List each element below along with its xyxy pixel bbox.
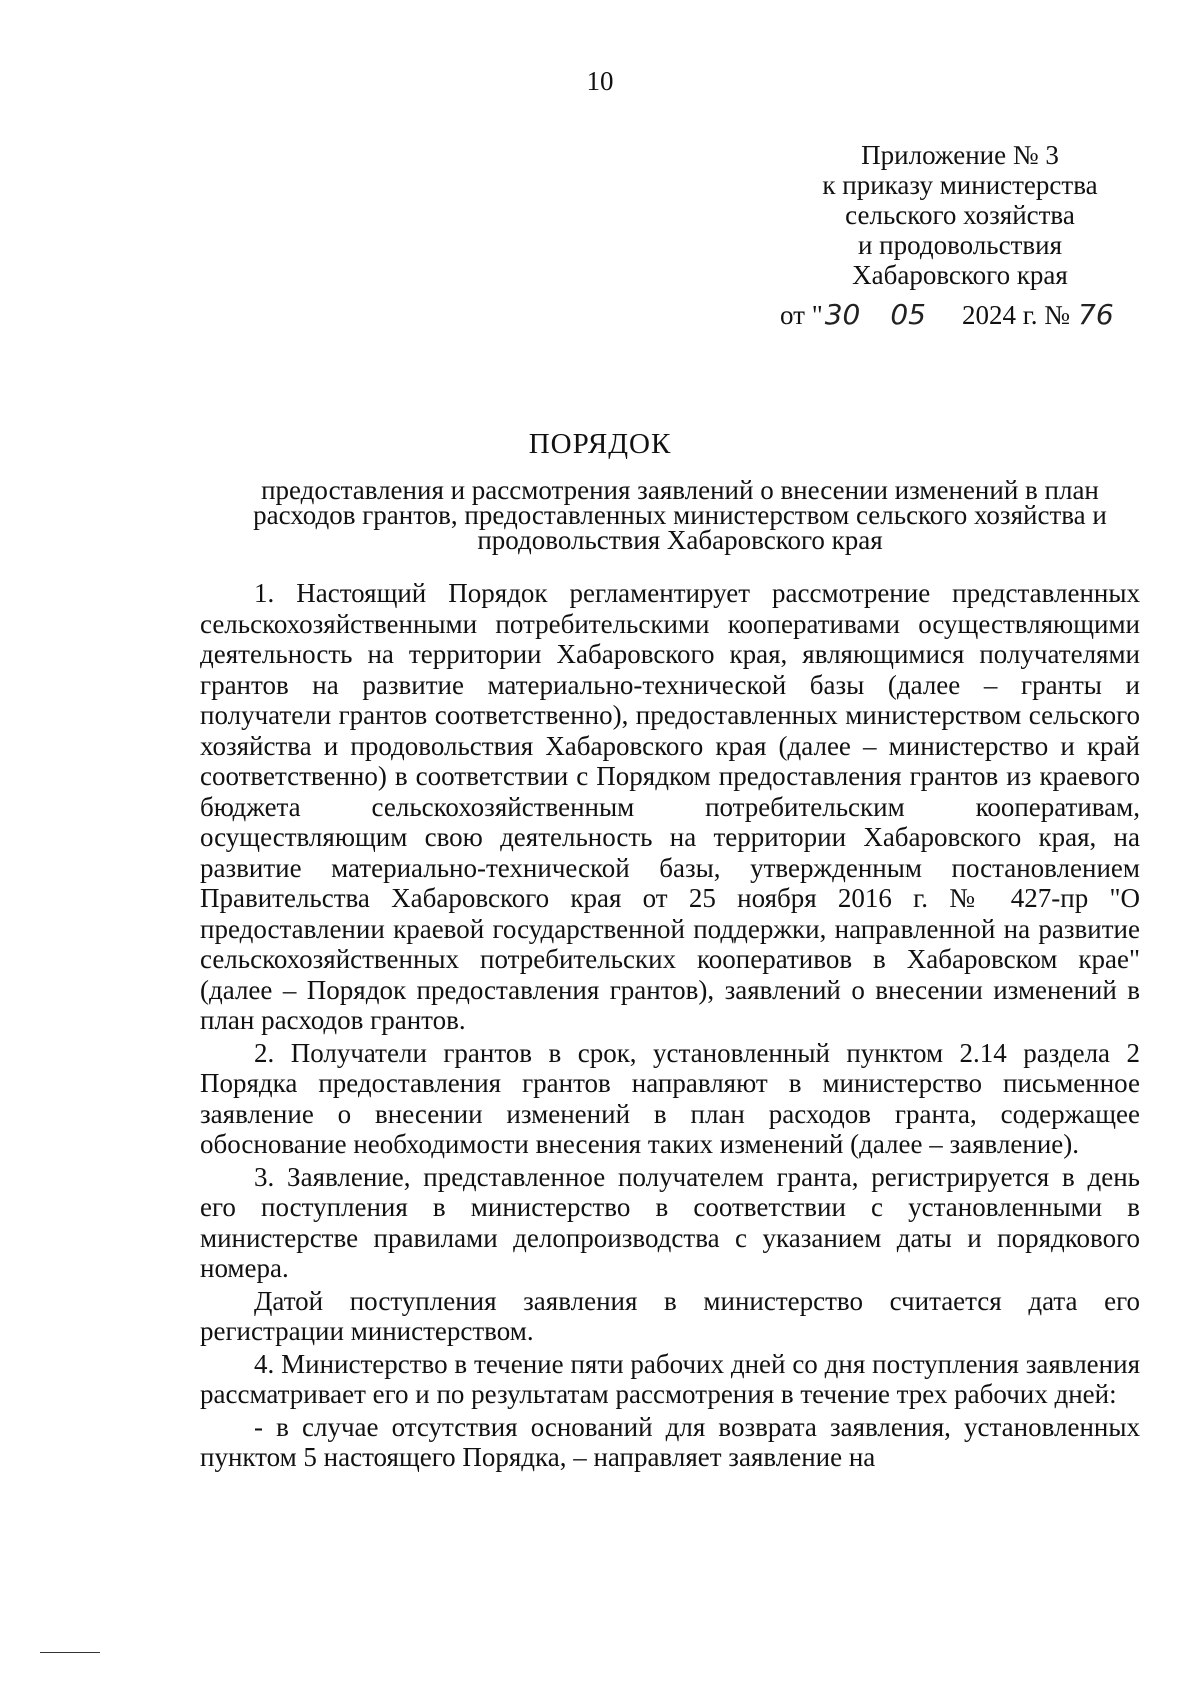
page-number: 10 (586, 66, 614, 96)
document-body (200, 578, 1140, 1473)
paragraph-4: 4. Министерство в течение пяти рабочих дней со дня поступления заявления рассматривает его и по результатам рассмотрения в течение трех рабочих дней: (200, 1348, 1140, 1409)
paragraph-3-date: Датой поступления заявления в министерство считается дата его регистрации министерством. (200, 1285, 1140, 1346)
appendix-block (780, 140, 1140, 290)
appendix-line: к приказу министерства (822, 170, 1098, 200)
handwritten-month: 05 (890, 298, 926, 331)
handwritten-day: 30 (824, 298, 861, 331)
order-date-line (780, 300, 1114, 330)
paragraph-1: 1. Настоящий Порядок регламентирует рассмотрение представленных сельскохозяйственными потребительскими кооперативами осуществляющими деятельность на территории Хабаровского края, являющимися получателями грантов на развитие материально-технической базы (далее – гранты и получатели грантов соответственно), предоставленных министерством сельского хозяйства и продовольствия Хабаровского края (далее – министерство и край соответственно) в соответствии с Порядком предоставления грантов из краевого бюджета сельскохозяйственным потребительским кооперативам, осуществляющим свою деятельность на территории Хабаровского края, на развитие материально-технической базы, утвержденным постановлением Правительства Хабаровского края от 25 ноября 2016 г. № 427-пр "О предоставлении краевой государственной поддержки, направленной на развитие сельскохозяйственных потребительских кооперативов в Хабаровском крае" (далее – Порядок предоставления грантов), заявлений о внесении изменений в план расходов грантов. (200, 578, 1140, 1035)
appendix-line: сельского хозяйства (845, 200, 1075, 230)
order-year: 2024 г. № (962, 300, 1071, 330)
paragraph-2: 2. Получатели грантов в срок, установленный пунктом 2.14 раздела 2 Порядка предоставления грантов направляют в министерство письменное заявление о внесении изменений в план расходов гранта, содержащее обоснование необходимости внесения таких изменений (далее – заявление). (200, 1037, 1140, 1159)
appendix-line: Хабаровского края (852, 260, 1068, 290)
appendix-line: и продовольствия (857, 230, 1062, 260)
paragraph-4-item: - в случае отсутствия оснований для возврата заявления, установленных пунктом 5 настоящего Порядка, – направляет заявление на (200, 1411, 1140, 1472)
document-subtitle: предоставления и рассмотрения заявлений о внесении изменений в план расходов грантов, предоставленных министерством сельского хозяйства и продовольствия Хабаровского края (253, 475, 1107, 555)
footnote-divider (40, 1652, 100, 1653)
paragraph-3: 3. Заявление, представленное получателем гранта, регистрируется в день его поступления в министерство в соответствии с установленными в министерстве правилами делопроизводства с указанием даты и порядкового номера. (200, 1161, 1140, 1283)
handwritten-order-number: 76 (1078, 298, 1114, 331)
appendix-line: Приложение № 3 (861, 140, 1059, 170)
order-prefix: от " (780, 300, 823, 330)
document-title: ПОРЯДОК (528, 428, 672, 460)
